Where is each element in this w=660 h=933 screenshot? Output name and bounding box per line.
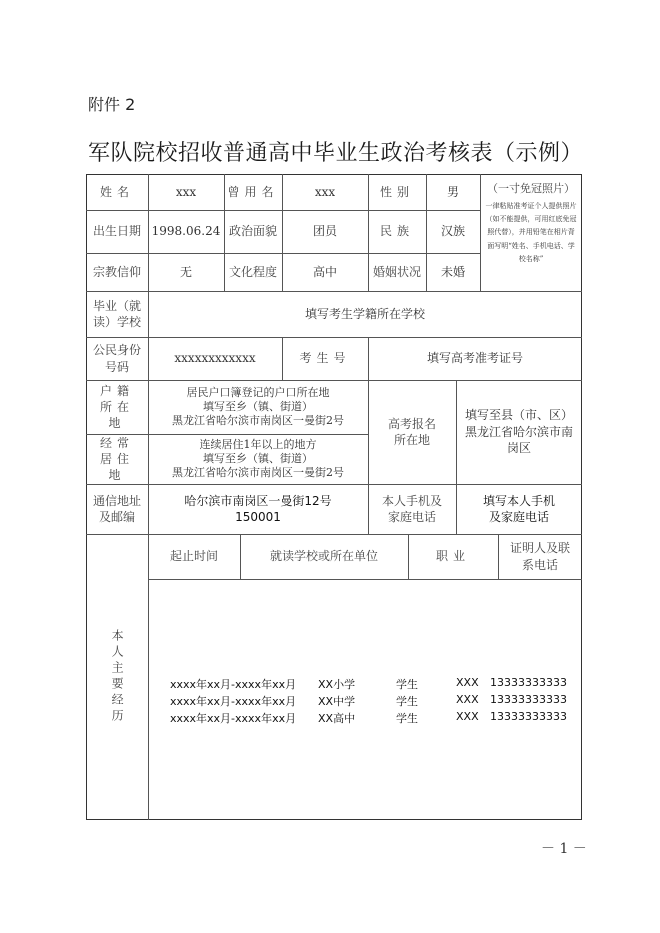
exam-no-value: 填写高考准考证号 [426,351,523,366]
exp-job: 学生 [396,712,418,725]
exp-header-job: 职业 [435,549,470,564]
hukou-line: 填写至乡（镇、街道） [203,399,313,413]
ethnic-label: 民族 [379,224,414,239]
ethnic-value: 汉族 [440,224,465,239]
address-line: 哈尔滨市南岗区一曼街12号 [184,493,332,508]
experience-label: 本人主要经历 [110,629,125,725]
school-label: 毕业（就读）学校 [92,298,141,329]
religion-label: 宗教信仰 [92,264,141,279]
education-label: 文化程度 [228,264,277,279]
exp-header-school: 就读学校或所在单位 [269,549,378,564]
exp-phone: 13333333333 [490,693,567,706]
religion-value: 无 [179,264,192,279]
address-line: 150001 [235,510,281,524]
residence-line: 填写至乡（镇、街道） [203,451,313,465]
birth-label: 出生日期 [92,224,141,239]
exam-place-value [456,380,582,484]
exp-job: 学生 [396,678,418,691]
exp-period: xxxx年xx月-xxxx年xx月 [170,712,297,725]
exam-place-label: 高考报名所在地 [387,416,436,447]
marital-value: 未婚 [440,264,465,279]
id-label: 公民身份号码 [92,343,141,374]
exp-job: 学生 [396,695,418,708]
photo-box [480,174,582,291]
gender-label: 性别 [379,184,414,199]
political-review-table [86,174,582,820]
birth-value: 1998.06.24 [151,224,221,239]
exam-place-line: 黑龙江省哈尔滨市南岗区 [464,424,573,456]
grid-line [148,579,582,580]
exp-header-witness: 证明人及联系电话 [509,541,570,572]
exp-school: XX小学 [318,678,356,691]
residence-label: 经常居住地 [99,435,134,483]
address-label: 通信地址及邮编 [92,493,141,524]
school-value: 填写考生学籍所在学校 [304,306,425,321]
hukou-label: 户籍所在地 [99,383,134,431]
grid-line [368,380,369,534]
residence-line: 连续居住1年以上的地方 [199,437,317,451]
hukou-line: 居民户口簿登记的户口所在地 [186,385,330,399]
exp-header-period: 起止时间 [169,549,218,564]
alias-value: xxx [314,184,336,199]
name-value: xxx [175,184,197,199]
address-value [148,484,368,534]
politics-value: 团员 [312,224,337,239]
form-title: 军队院校招收普通高中毕业生政治考核表（示例） [88,141,584,166]
id-value: xxxxxxxxxxxx [174,351,256,366]
exp-phone: 13333333333 [490,676,567,689]
photo-note: 一律粘贴准考证个人提供照片（如不能提供，可用红底免冠照代替），并用铅笔在相片背面写明“姓名、手机电话、学校名称” [485,201,577,264]
exp-period: xxxx年xx月-xxxx年xx月 [170,695,297,708]
politics-label: 政治面貌 [228,224,277,239]
exam-place-line: 填写至县（市、区） [464,407,573,422]
exam-no-label: 考生号 [299,351,351,366]
experience-label-cell [86,534,148,820]
exp-period: xxxx年xx月-xxxx年xx月 [170,678,297,691]
exp-school: XX中学 [318,695,356,708]
photo-title: （一寸免冠照片） [487,182,575,195]
exp-witness: XXX [456,710,479,723]
hukou-value [148,380,368,434]
phone-line: 及家庭电话 [488,510,549,524]
hukou-line: 黑龙江省哈尔滨市南岗区一曼街2号 [172,414,344,428]
exp-witness: XXX [456,693,479,706]
phone-value [456,484,582,534]
name-label: 姓名 [99,184,134,199]
exp-witness: XXX [456,676,479,689]
residence-line: 黑龙江省哈尔滨市南岗区一曼街2号 [172,466,344,480]
phone-label: 本人手机及家庭电话 [381,493,442,524]
education-value: 高中 [312,264,337,279]
phone-line: 填写本人手机 [482,493,555,508]
exp-phone: 13333333333 [490,710,567,723]
residence-value [148,434,368,484]
attachment-label: 附件 2 [88,95,136,114]
alias-label: 曾用名 [227,184,279,199]
gender-value: 男 [446,184,459,199]
exp-school: XX高中 [318,712,356,725]
marital-label: 婚姻状况 [372,264,421,279]
page-number: － 1 － [541,841,587,857]
